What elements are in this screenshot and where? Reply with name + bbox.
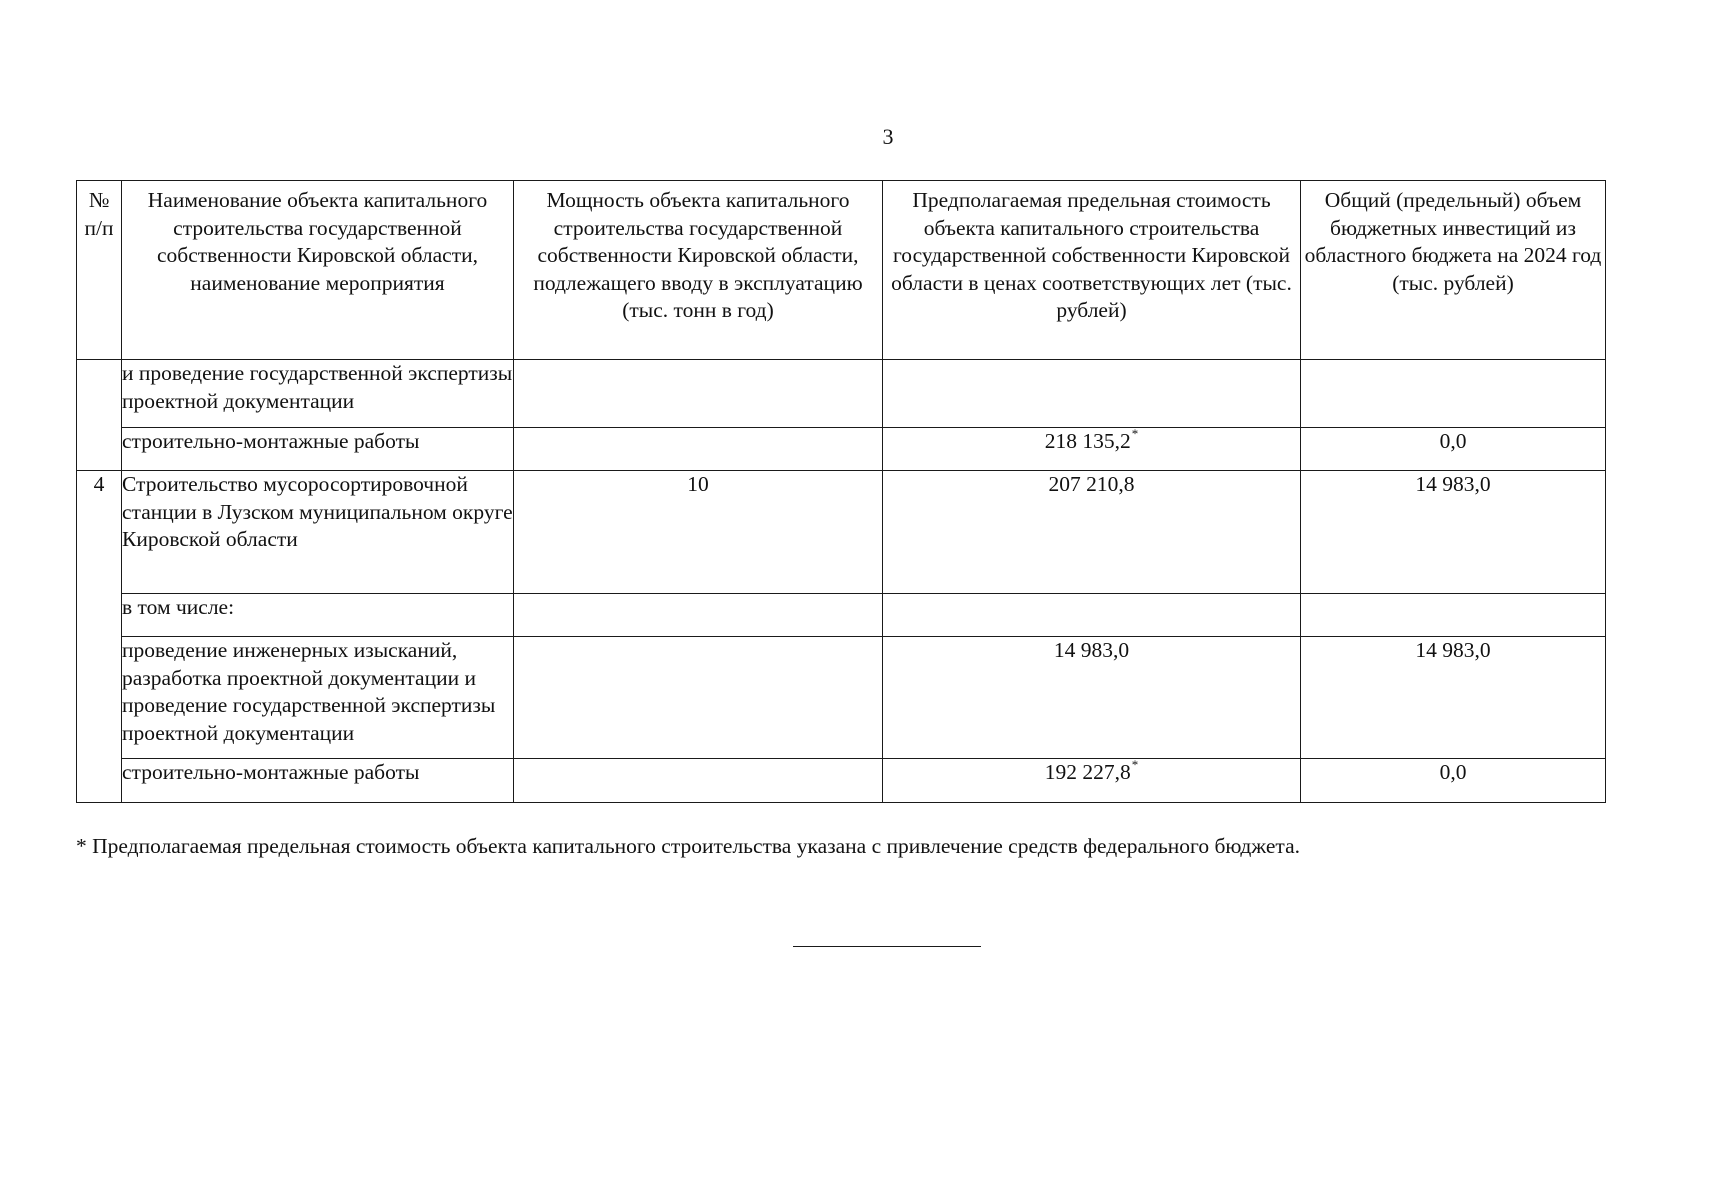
- row-cost: [883, 637, 1301, 759]
- row-cost-value: 218 135,2: [1044, 429, 1131, 453]
- page-number: 3: [882, 124, 894, 149]
- row-cost: [883, 360, 1301, 428]
- row-number-cell: [77, 360, 122, 471]
- row-name: в том числе:: [122, 594, 514, 637]
- cost-footnote-marker: *: [1131, 425, 1139, 441]
- table-header-row: [77, 181, 1606, 360]
- row-name: проведение инженерных изысканий, разработка проектной документации и проведение государственной экспертизы проектной документации: [122, 637, 514, 759]
- row-cost-value: 207 210,8: [1048, 472, 1135, 496]
- end-of-document-rule: [793, 946, 981, 947]
- header-num: [77, 181, 122, 360]
- header-capacity: Мощность объекта капитального строительства государственной собственности Кировской области, подлежащего вводу в эксплуатацию (тыс. тонн в год): [514, 181, 883, 360]
- row-cost-value: 14 983,0: [1053, 638, 1130, 662]
- table-row: [77, 759, 1606, 803]
- row-name: строительно-монтажные работы: [122, 428, 514, 471]
- header-num-line-2: п/п: [84, 215, 114, 240]
- row-capacity: [514, 759, 883, 803]
- table-row: [77, 428, 1606, 471]
- row-capacity: [514, 428, 883, 471]
- row-cost: [883, 756, 1301, 803]
- cost-footnote-marker: *: [1131, 756, 1139, 772]
- row-investment: [1301, 594, 1606, 637]
- table-row: [77, 637, 1606, 759]
- row-cost: [883, 471, 1301, 594]
- row-capacity: [514, 594, 883, 637]
- row-investment: [1301, 360, 1606, 428]
- header-name: Наименование объекта капитального строительства государственной собственности Кировской области, наименование мероприятия: [122, 181, 514, 360]
- row-name: Строительство мусоросортировочной станции в Лузском муниципальном округе Кировской области: [122, 471, 514, 594]
- row-investment: 0,0: [1301, 428, 1606, 471]
- table-row: [77, 471, 1606, 594]
- row-investment: 14 983,0: [1301, 471, 1606, 594]
- row-investment: 14 983,0: [1301, 637, 1606, 759]
- footnote: * Предполагаемая предельная стоимость объекта капитального строительства указана с привлечение средств федерального бюджета.: [76, 834, 1300, 858]
- table-row: [77, 360, 1606, 428]
- investment-table: [76, 180, 1606, 803]
- table-row: [77, 594, 1606, 637]
- row-capacity: [514, 637, 883, 759]
- row-name: строительно-монтажные работы: [122, 759, 514, 803]
- row-cost: [883, 594, 1301, 637]
- row-cost-value: 192 227,8: [1044, 760, 1131, 784]
- header-cost: Предполагаемая предельная стоимость объекта капитального строительства государственной собственности Кировской области в ценах соответствующих лет (тыс. рублей): [883, 181, 1301, 360]
- row-name: и проведение государственной экспертизы проектной документации: [122, 360, 514, 428]
- row-capacity: 10: [514, 471, 883, 594]
- row-capacity: [514, 360, 883, 428]
- row-number-cell: 4: [77, 471, 122, 803]
- header-investment: Общий (предельный) объем бюджетных инвестиций из областного бюджета на 2024 год (тыс. рублей): [1301, 181, 1606, 360]
- row-investment: 0,0: [1301, 759, 1606, 803]
- header-num-line-1: №: [88, 188, 110, 212]
- row-cost: [883, 425, 1301, 471]
